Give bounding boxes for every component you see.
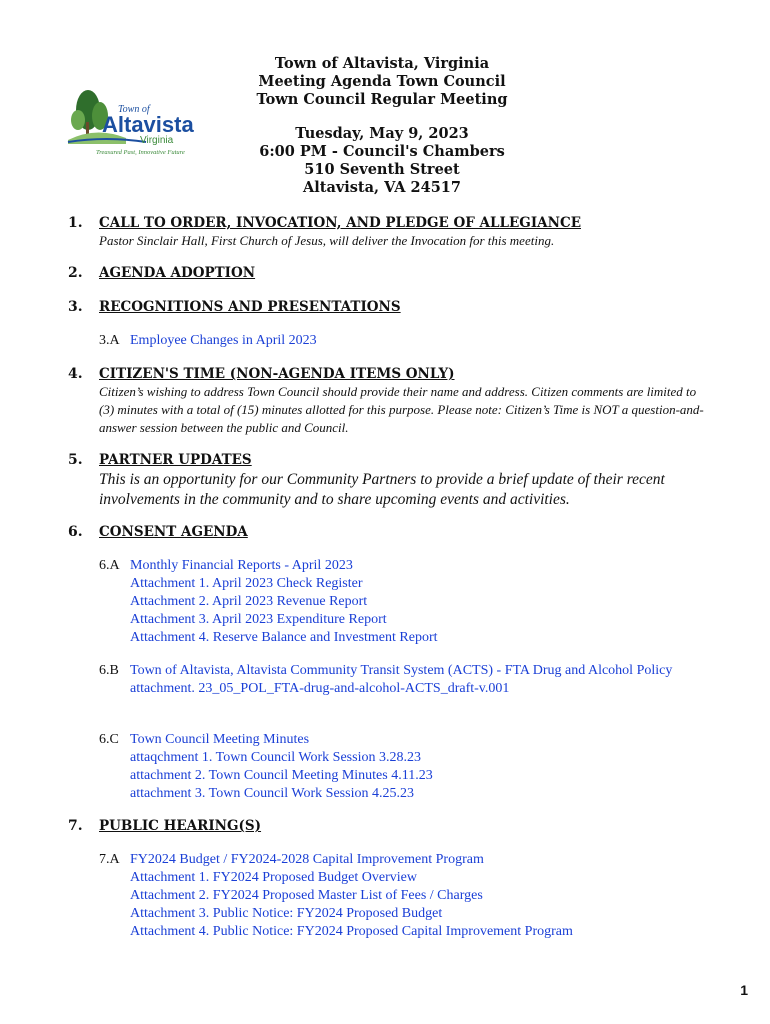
town-logo (66, 82, 212, 160)
subitem-label: 6.C (99, 732, 119, 747)
attachment-link[interactable]: Attachment 2. April 2023 Revenue Report (130, 594, 368, 609)
agenda-link[interactable]: FY2024 Budget / FY2024-2028 Capital Improvement Program (130, 852, 484, 867)
attachment-link[interactable]: Attachment 3. April 2023 Expenditure Report (130, 612, 387, 627)
logo-graphic (66, 82, 212, 160)
subitem-label: 3.A (99, 333, 120, 348)
subitem-label: 6.B (99, 663, 119, 678)
item-number: 3. (68, 299, 83, 315)
agenda-link[interactable]: Town of Altavista, Altavista Community Transit System (ACTS) - FTA Drug and Alcohol Policy (130, 663, 673, 678)
attachment-link[interactable]: attachment 3. Town Council Work Session 4.25.23 (130, 786, 414, 801)
item-description: Citizen’s wishing to address Town Council should provide their name and address. Citizen comments are limited to (3) minutes with a total of (15) minutes allotted for this purpose. Please note: Citizen’s Time is NOT a question-and- answer session between the public and Council. (99, 384, 704, 435)
item-heading: PARTNER UPDATES (99, 452, 252, 468)
item-heading: AGENDA ADOPTION (99, 265, 256, 281)
item-description: Pastor Sinclair Hall, First Church of Jesus, will deliver the Invocation for this meeting. (99, 233, 555, 248)
item-number: 1. (68, 215, 83, 231)
meeting-city: Altavista, VA 24517 (302, 179, 461, 196)
agenda-link[interactable]: Town Council Meeting Minutes (130, 732, 310, 747)
logo-tagline: Treasured Past, Innovative Future (96, 149, 185, 156)
attachment-link[interactable]: attachment. 23_05_POL_FTA-drug-and-alcohol-ACTS_draft-v.001 (130, 681, 510, 696)
item-heading: CALL TO ORDER, INVOCATION, AND PLEDGE OF ALLEGIANCE (99, 215, 581, 231)
attachment-link[interactable]: attaqchment 1. Town Council Work Session 3.28.23 (130, 750, 421, 765)
item-heading: RECOGNITIONS AND PRESENTATIONS (99, 299, 401, 315)
meeting-street: 510 Seventh Street (304, 161, 460, 178)
subitem-label: 6.A (99, 558, 120, 573)
item-description: This is an opportunity for our Community Partners to provide a brief update of their recent involvements in the community and to share upcoming events and activities. (99, 471, 665, 508)
item-heading: PUBLIC HEARING(S) (99, 818, 262, 834)
item-number: 7. (68, 818, 83, 834)
item-heading: CITIZEN'S TIME (NON-AGENDA ITEMS ONLY) (99, 366, 455, 382)
item-heading: CONSENT AGENDA (99, 524, 248, 540)
attachment-link[interactable]: Attachment 4. Public Notice: FY2024 Proposed Capital Improvement Program (130, 924, 573, 939)
page-number: 1 (740, 982, 748, 998)
attachment-link[interactable]: Attachment 2. FY2024 Proposed Master List of Fees / Charges (130, 888, 483, 903)
attachment-link[interactable]: Attachment 1. April 2023 Check Register (130, 576, 363, 591)
item-number: 4. (68, 366, 83, 382)
meeting-date: Tuesday, May 9, 2023 (295, 125, 469, 142)
attachment-link[interactable]: attachment 2. Town Council Meeting Minutes 4.11.23 (130, 768, 433, 783)
logo-name: Altavista (102, 112, 194, 137)
meeting-time-location: 6:00 PM - Council's Chambers (259, 143, 505, 160)
attachment-link[interactable]: Attachment 1. FY2024 Proposed Budget Overview (130, 870, 417, 885)
header-line: Town Council Regular Meeting (256, 91, 508, 108)
subitem-label: 7.A (99, 852, 120, 867)
item-number: 5. (68, 452, 83, 468)
logo-town-of: Town of (118, 104, 150, 115)
agenda-link[interactable]: Employee Changes in April 2023 (130, 333, 317, 348)
logo-state: Virginia (140, 135, 174, 146)
agenda-link[interactable]: Monthly Financial Reports - April 2023 (130, 558, 353, 573)
attachment-link[interactable]: Attachment 4. Reserve Balance and Investment Report (130, 630, 438, 645)
item-number: 6. (68, 524, 83, 540)
item-number: 2. (68, 265, 83, 281)
header-line: Town of Altavista, Virginia (274, 55, 490, 72)
header-line: Meeting Agenda Town Council (258, 73, 506, 90)
meeting-header (225, 55, 539, 197)
attachment-link[interactable]: Attachment 3. Public Notice: FY2024 Proposed Budget (130, 906, 443, 921)
